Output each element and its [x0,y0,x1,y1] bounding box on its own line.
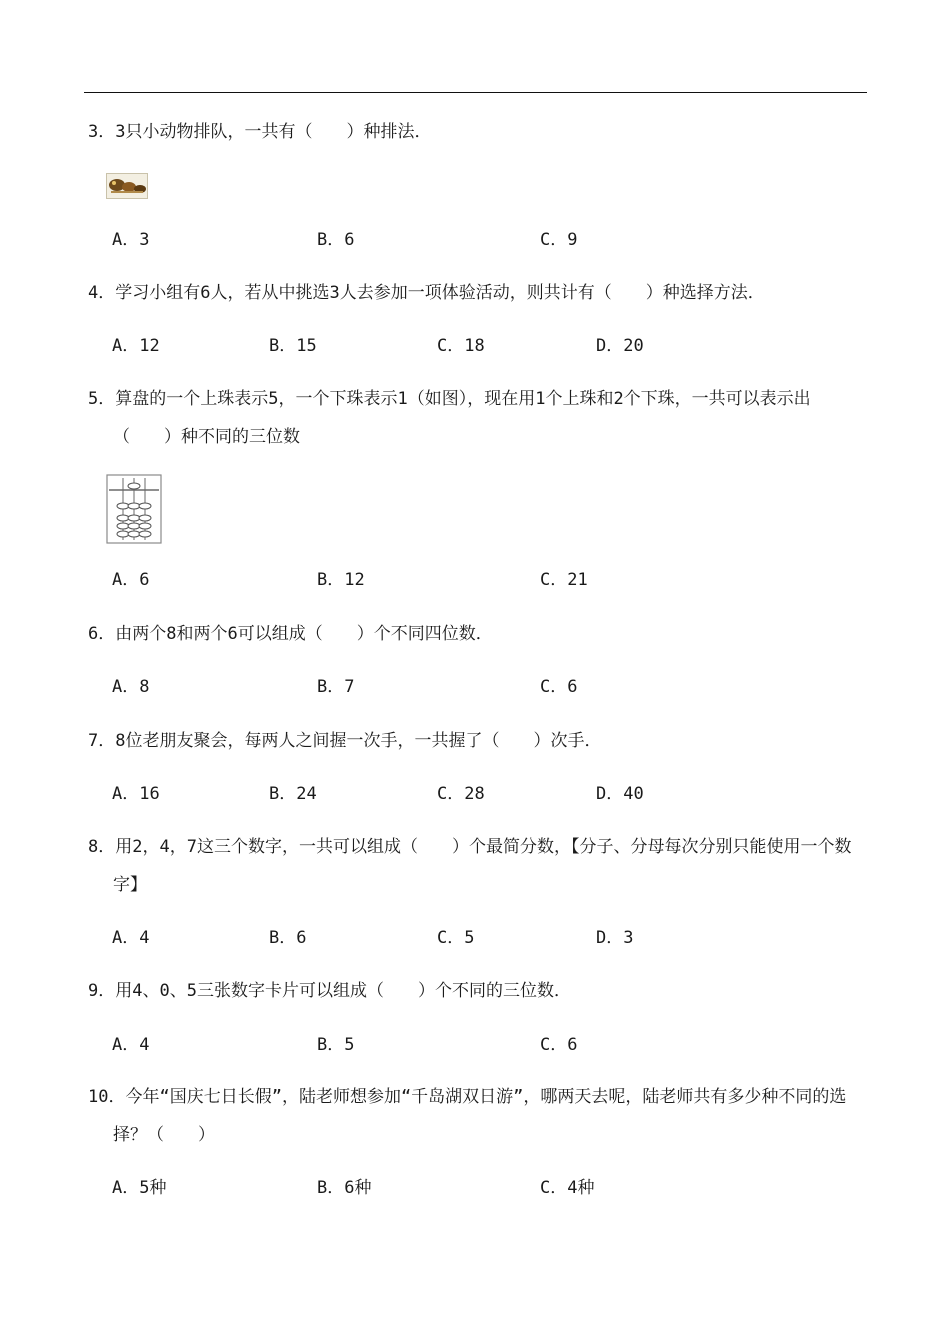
header-rule [84,92,867,93]
question-9 [88,972,868,1010]
question-10-stem: 10．今年“国庆七日长假”，陆老师想参加“千岛湖双日游”，哪两天去呢，陆老师共有多少种不同的选择？（ ） [88,1087,847,1145]
question-3 [88,113,868,151]
option-a[interactable]: A．6 [112,570,150,590]
option-c[interactable]: C．4种 [540,1178,595,1198]
option-b[interactable]: B．15 [269,336,317,356]
option-a[interactable]: A．5种 [112,1178,167,1198]
question-9-stem: 9．用4、0、5三张数字卡片可以组成（ ）个不同的三位数． [88,981,571,1001]
option-c[interactable]: C．21 [540,570,588,590]
question-5-stem: 5．算盘的一个上珠表示5，一个下珠表示1（如图），现在用1个上珠和2个下珠，一共可以表示出（ ）种不同的三位数 [88,389,811,447]
option-d[interactable]: D．20 [596,336,644,356]
question-3-stem: 3．3只小动物排队，一共有（ ）种排法． [88,122,432,142]
question-7-stem: 7．8位老朋友聚会，每两人之间握一次手，一共握了（ ）次手． [88,731,602,751]
question-6 [88,615,868,653]
question-4-stem: 4．学习小组有6人，若从中挑选3人去参加一项体验活动，则共计有（ ）种选择方法． [88,283,765,303]
option-c[interactable]: C．6 [540,1035,578,1055]
question-6-stem: 6．由两个8和两个6可以组成（ ）个不同四位数． [88,624,493,644]
option-d[interactable]: D．3 [596,928,634,948]
option-b[interactable]: B．12 [317,570,365,590]
option-c[interactable]: C．6 [540,677,578,697]
question-4 [88,274,868,312]
option-a[interactable]: A．3 [112,230,150,250]
option-b[interactable]: B．7 [317,677,355,697]
option-a[interactable]: A．16 [112,784,160,804]
option-b[interactable]: B．6种 [317,1178,372,1198]
option-c[interactable]: C．5 [437,928,475,948]
animals-image [106,173,148,199]
option-c[interactable]: C．18 [437,336,485,356]
option-b[interactable]: B．6 [269,928,307,948]
option-c[interactable]: C．28 [437,784,485,804]
option-a[interactable]: A．8 [112,677,150,697]
option-b[interactable]: B．24 [269,784,317,804]
question-7 [88,722,868,760]
option-a[interactable]: A．4 [112,928,150,948]
abacus-image [106,474,162,544]
option-c[interactable]: C．9 [540,230,578,250]
question-8 [88,828,868,904]
question-10 [88,1078,868,1154]
option-a[interactable]: A．12 [112,336,160,356]
option-b[interactable]: B．6 [317,230,355,250]
question-8-stem: 8．用2，4，7这三个数字，一共可以组成（ ）个最简分数，【分子、分母每次分别只能使用一个数字】 [88,837,852,895]
option-a[interactable]: A．4 [112,1035,150,1055]
option-d[interactable]: D．40 [596,784,644,804]
option-b[interactable]: B．5 [317,1035,355,1055]
question-5 [88,380,868,456]
